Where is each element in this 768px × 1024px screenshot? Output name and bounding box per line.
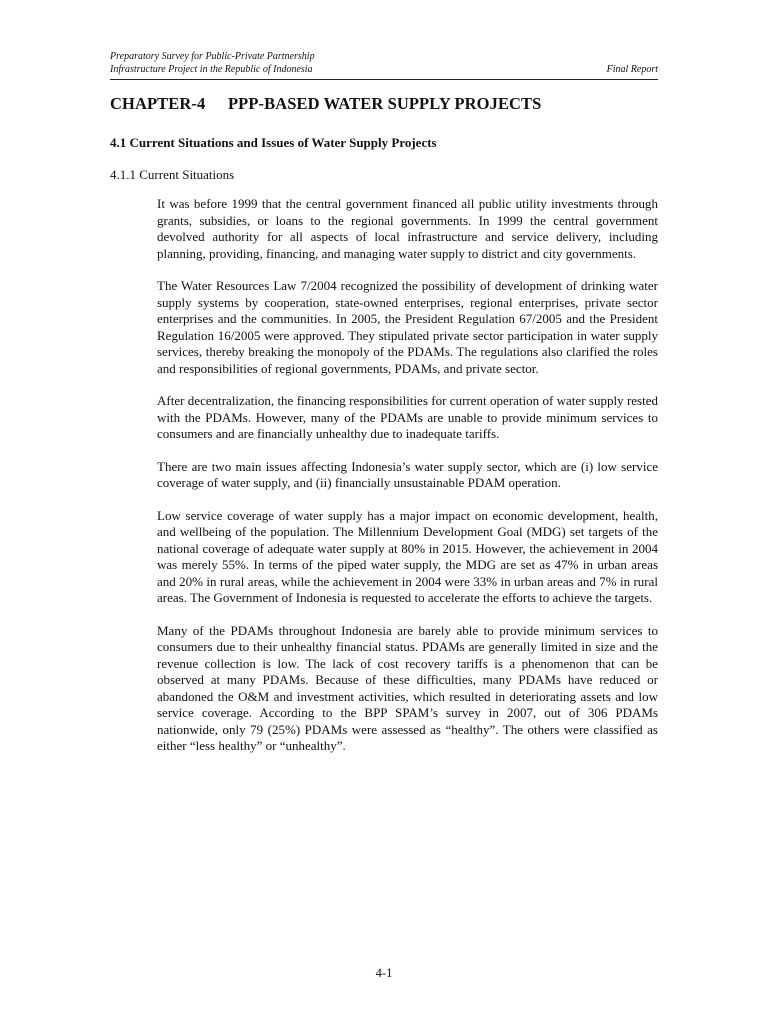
paragraph: The Water Resources Law 7/2004 recognized the possibility of development of drinking water supply systems by cooperation, state-owned enterprises, regional enterprises, private sector enterprises and the communities. In 2005, the President Regulation 67/2005 and the President Regulation 16/2005 were approved. They stipulated private sector participation in water supply services, thereby breaking the monopoly of the PDAMs. The regulations also clarified the roles and responsibilities of regional governments, PDAMs, and private sector. xyxy=(157,278,658,376)
paragraph: There are two main issues affecting Indonesia’s water supply sector, which are (i) low service coverage of water supply, and (ii) financially unsustainable PDAM operation. xyxy=(157,458,658,490)
header-report-type: Final Report xyxy=(606,64,658,75)
paragraph: Low service coverage of water supply has a major impact on economic development, health, and wellbeing of the population. The Millennium Development Goal (MDG) set targets of the national coverage of adequate water supply at 80% in 2015. However, the achievement in 2004 was merely 55%. In terms of the piped water supply, the MDG are set as 47% in urban areas and 20% in rural areas, while the achievement in 2004 were 33% in urban areas and 7% in rural areas. The Government of Indonesia is requested to accelerate the efforts to achieve the targets. xyxy=(157,507,658,605)
paragraph: Many of the PDAMs throughout Indonesia are barely able to provide minimum services to consumers due to their unhealthy financial status. PDAMs are generally limited in size and the revenue collection is low. The lack of cost recovery tariffs is a phenomenon that can be observed at many PDAMs. Because of these difficulties, many PDAMs have reduced or abandoned the O&M and investment activities, which resulted in deteriorating assets and low service coverage. According to the BPP SPAM’s survey in 2007, out of 306 PDAMs nationwide, only 79 (25%) PDAMs were assessed as “healthy”. The others were classified as either “less healthy” or “unhealthy”. xyxy=(157,622,658,753)
chapter-title xyxy=(110,94,541,114)
page-number: 4-1 xyxy=(375,966,393,980)
paragraph: It was before 1999 that the central government financed all public utility investments through grants, subsidies, or loans to the regional governments. In 1999 the central government devolved authority for all aspects of local infrastructure and service delivery, including planning, providing, financing, and managing water supply to district and city governments. xyxy=(157,196,658,261)
paragraph: After decentralization, the financing responsibilities for current operation of water supply rested with the PDAMs. However, many of the PDAMs are unable to provide minimum services to consumers and are financially unhealthy due to inadequate tariffs. xyxy=(157,393,658,441)
chapter-number: CHAPTER-4 xyxy=(110,94,206,113)
chapter-heading: PPP-BASED WATER SUPPLY PROJECTS xyxy=(228,94,542,113)
body-text xyxy=(157,196,658,771)
header-line-2: Infrastructure Project in the Republic of Indonesia xyxy=(110,64,313,75)
header-line-1: Preparatory Survey for Public-Private Partnership xyxy=(110,51,315,62)
section-heading: 4.1 Current Situations and Issues of Water Supply Projects xyxy=(110,135,437,150)
running-header xyxy=(110,50,658,76)
subsection-heading: 4.1.1 Current Situations xyxy=(110,167,235,182)
header-divider xyxy=(110,79,658,80)
